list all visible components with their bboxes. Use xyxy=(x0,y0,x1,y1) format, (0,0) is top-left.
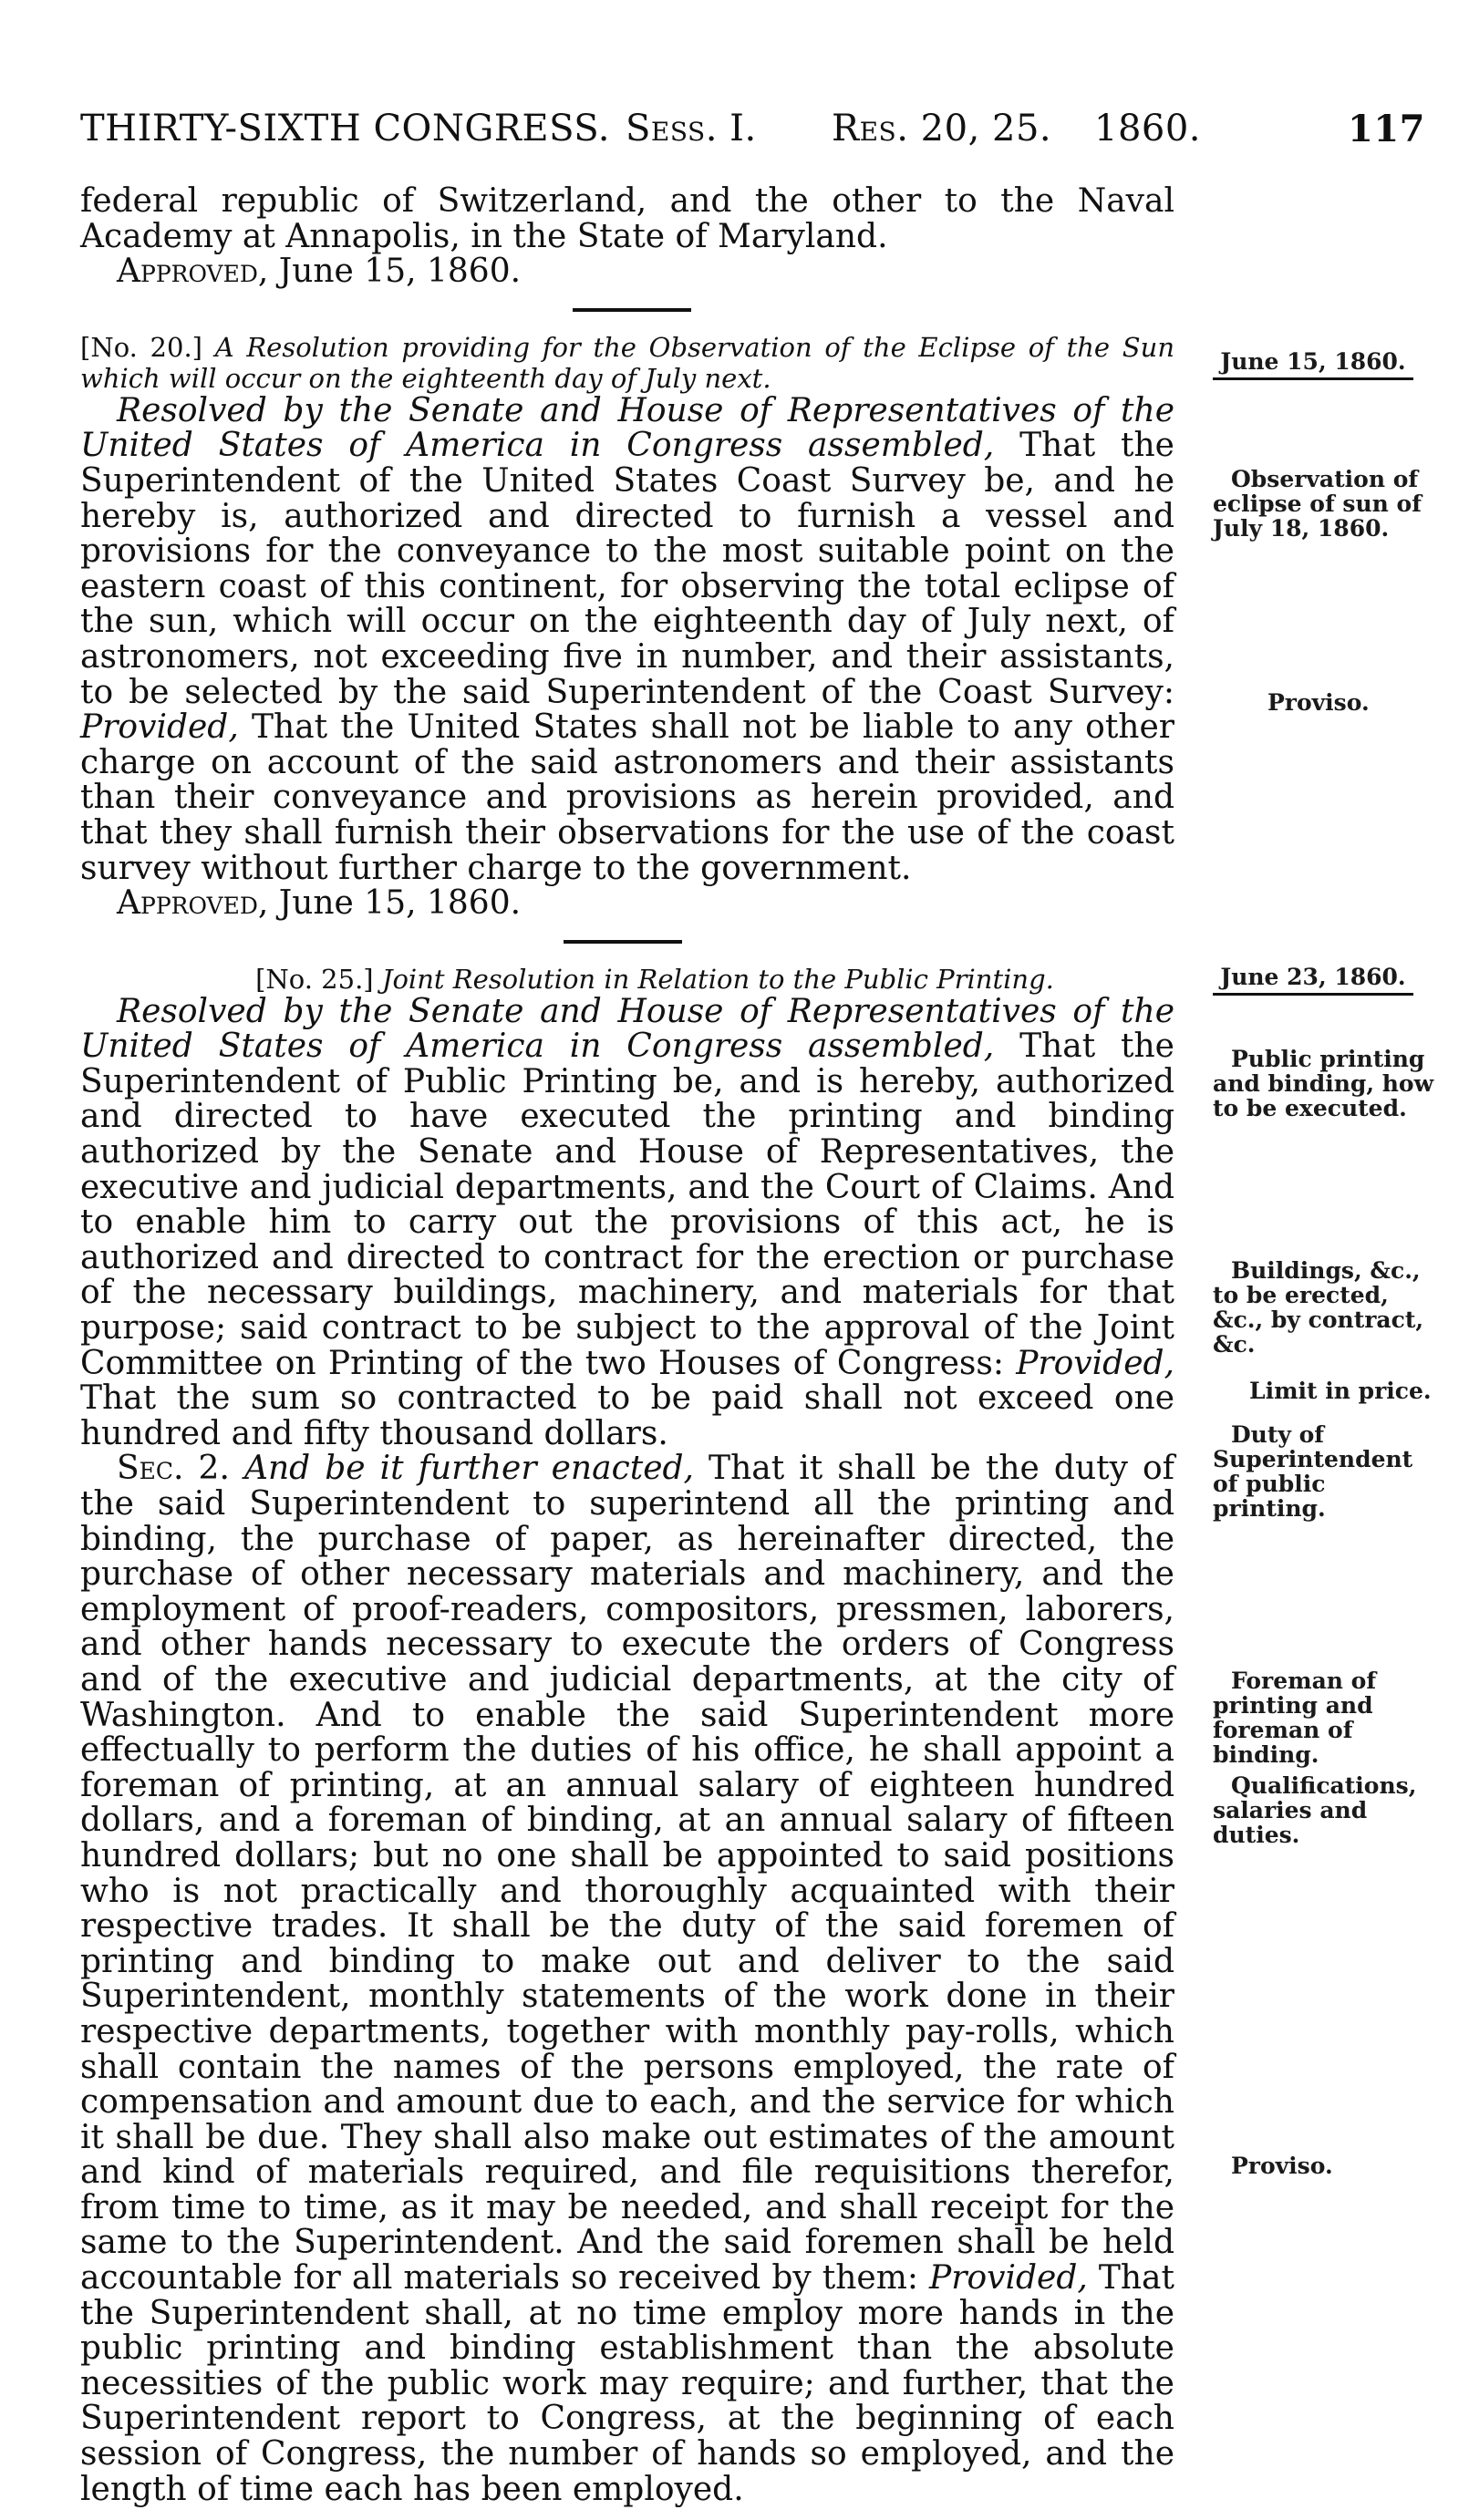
res25-body xyxy=(80,992,1174,1452)
header-resolutions: Res. 20, 25. xyxy=(832,108,1052,150)
margin-foreman-note: Foreman of printing and foreman of binding. xyxy=(1213,1668,1377,1768)
section-divider xyxy=(573,308,691,312)
margin-date-res25: June 23, 1860. xyxy=(1213,965,1413,996)
sec2-label: Sec. 2. xyxy=(117,1450,230,1488)
sec2-text-1: That it shall be the duty of the said Superintendent to superintend all the printing and binding, the purchase of paper, as hereinafter directed, the purchase of other necessary materials and machinery, and the employment of proof-readers, compositors, pressmen, laborers, and other hands necessary to execute the orders of Congress and of the executive and judicial departments, at the city of Washington. And to enable the said Superintendent more effectually to perform the duties of his office, he shall appoint a foreman of printing, at an annual salary of eighteen hundred dollars, and a foreman of binding, at an annual salary of fifteen hundred dollars; but no one shall be appointed to said positions who is not practically and thoroughly acquainted with their respective trades. It shall be the duty of the said foremen of printing and binding to make out and deliver to the said Superintendent, monthly statements of the work done in their respective departments, together with monthly pay-rolls, which shall contain the names of the persons employed, the rate of compensation and amount due to each, and the service for which it shall be due. They shall also make out estimates of the amount and kind of materials required, and file requisitions therefor, from time to time, as it may be needed, and shall receipt for the same to the Superintendent. And the said foremen shall be held accountable for all materials so received by them: xyxy=(80,1450,1174,2298)
main-text xyxy=(80,184,1174,2507)
approved-label: Approved, xyxy=(117,884,269,923)
res25-provided-1: Provided, xyxy=(1016,1344,1174,1382)
res20-heading xyxy=(80,332,1174,394)
header-year: 1860. xyxy=(1094,108,1202,150)
res25-enacting: Resolved by the Senate and House of Representatives of the United States of America in Congress assembled, xyxy=(80,992,1174,1066)
margin-public-printing-note: Public printing and binding, how to be executed. xyxy=(1213,1046,1434,1121)
res25-heading xyxy=(80,964,1174,995)
res20-provided: Provided, xyxy=(80,708,239,747)
res20-title: A Resolution providing for the Observation of the Eclipse of the Sun which will occur on the eighteenth day of July next. xyxy=(80,331,1174,394)
margin-buildings-note: Buildings, &c., to be erected, &c., by contract, &c. xyxy=(1213,1257,1424,1358)
res20-number: [No. 20.] xyxy=(80,331,202,363)
margin-date-res20: June 15, 1860. xyxy=(1213,349,1413,380)
approved-label: Approved, xyxy=(117,253,269,291)
margin-duty-note: Duty of Superintendent of public printing. xyxy=(1213,1421,1413,1522)
res25-text-1: That the Superintendent of Public Printing be, and is hereby, authorized and directed to have executed the printing and binding authorized by the Senate and House of Representatives, the executive and judicial departments, and the Court of Claims. And to enable him to carry out the provisions of this act, he is authorized and directed to contract for the erection or purchase of the necessary buildings, machinery, and materials for that purpose; said contract to be subject to the approval of the Joint Committee on Printing of the two Houses of Congress: xyxy=(80,1028,1174,1382)
page-number: 117 xyxy=(1348,108,1425,150)
sec2-provided: Provided, xyxy=(929,2259,1088,2298)
sec2-enacted: And be it further enacted, xyxy=(229,1450,694,1488)
res25-text-2: That the sum so contracted to be paid shall not exceed one hundred and fifty thousand dollars. xyxy=(80,1379,1174,1452)
res25-section-2 xyxy=(80,1451,1174,2507)
sec2-text-2: That the Superintendent shall, at no time employ more hands in the public printing and binding establishment than the absolute necessities of the public work may require; and further, that the Superintendent report to Congress, at the beginning of each session of Congress, the number of hands so employed, and the length of time each has been employed. xyxy=(80,2259,1174,2508)
res25-title: Joint Resolution in Relation to the Public Printing. xyxy=(381,963,1054,995)
margin-proviso-res20: Proviso. xyxy=(1267,689,1370,716)
approved-date: June 15, 1860. xyxy=(268,884,522,923)
res20-text-2: That the United States shall not be liable to any other charge on account of the said astronomers and their assistants than their conveyance and provisions as herein provided, and that they shall furnish their observations for the use of the coast survey without further charge to the government. xyxy=(80,708,1174,887)
res20-text-1: That the Superintendent of the United States Coast Survey be, and he hereby is, authorized and directed to furnish a vessel and provisions for the conveyance to the most suitable point on the eastern coast of this continent, for observing the total eclipse of the sun, which will occur on the eighteenth day of July next, of astronomers, not exceeding five in number, and their assistants, to be selected by the said Superintendent of the Coast Survey: xyxy=(80,427,1174,711)
margin-qualifications-note: Qualifications, salaries and duties. xyxy=(1213,1772,1417,1848)
res20-enacting: Resolved by the Senate and House of Representatives of the United States of America in Congress assembled, xyxy=(80,391,1174,465)
margin-proviso-res25: Proviso. xyxy=(1231,2153,1333,2179)
res20-approved xyxy=(80,886,1174,922)
intro-continuation: federal republic of Switzerland, and the other to the Naval Academy at Annapolis, in the State of Maryland. xyxy=(80,182,1174,255)
intro-approved xyxy=(80,254,1174,290)
running-header xyxy=(80,108,1425,162)
margin-observation-note: Observation of eclipse of sun of July 18, 1860. xyxy=(1213,466,1422,542)
margin-limit-note: Limit in price. xyxy=(1249,1378,1432,1404)
header-congress: THIRTY-SIXTH CONGRESS. xyxy=(80,108,610,150)
approved-date: June 15, 1860. xyxy=(268,253,522,291)
header-session: Sess. I. xyxy=(626,108,757,150)
section-divider xyxy=(564,940,682,944)
res20-body xyxy=(80,391,1174,887)
res25-number: [No. 25.] xyxy=(255,963,374,995)
